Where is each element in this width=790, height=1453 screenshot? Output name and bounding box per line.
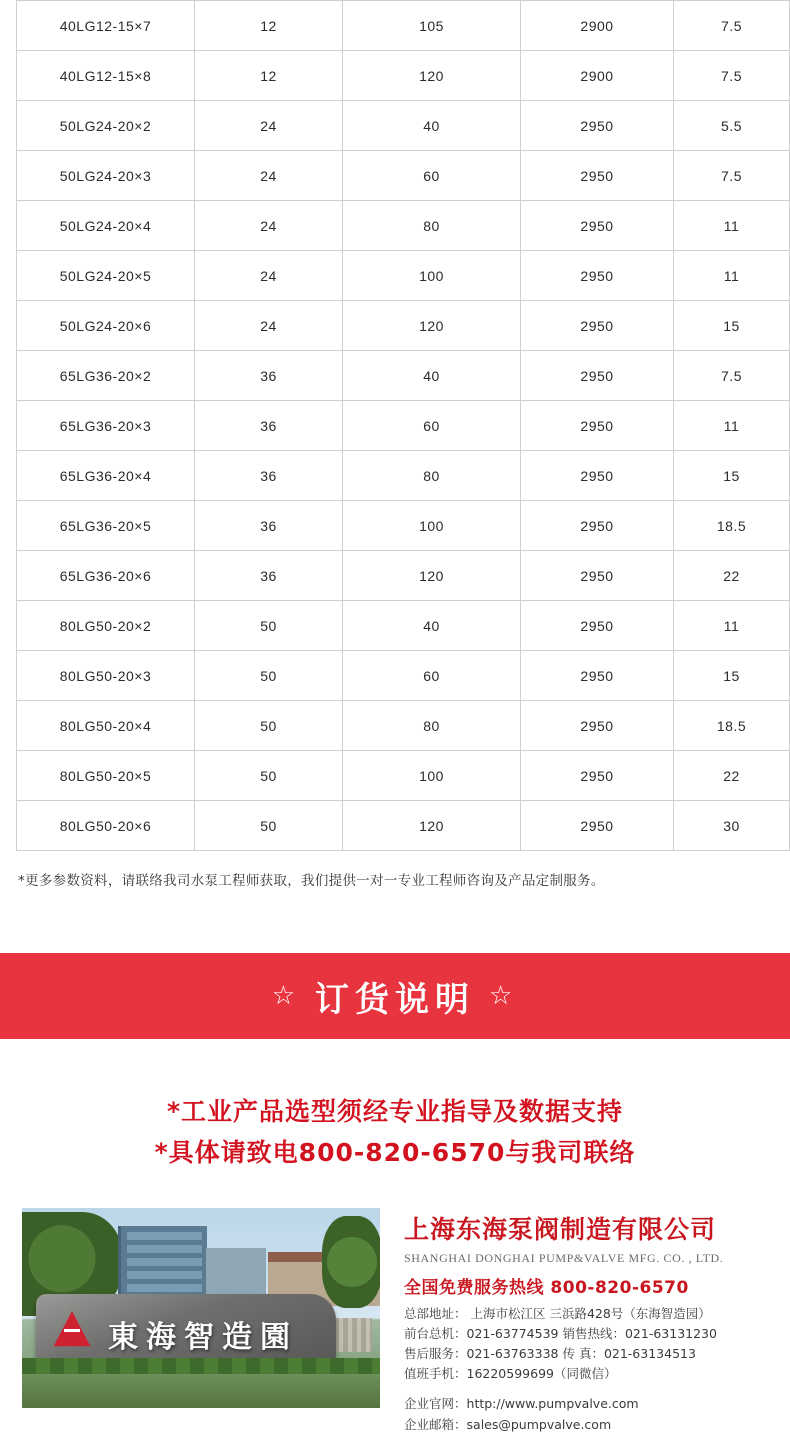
- cell-power: 22: [674, 751, 790, 801]
- cell-head: 100: [343, 251, 521, 301]
- cell-flow: 50: [195, 601, 343, 651]
- cell-head: 60: [343, 151, 521, 201]
- website-value[interactable]: http://www.pumpvalve.com: [467, 1396, 639, 1411]
- cell-head: 120: [343, 801, 521, 851]
- cell-speed: 2950: [521, 151, 674, 201]
- cell-speed: 2950: [521, 401, 674, 451]
- cell-head: 80: [343, 201, 521, 251]
- cell-model: 80LG50-20×3: [17, 651, 195, 701]
- cell-speed: 2950: [521, 551, 674, 601]
- cell-model: 50LG24-20×3: [17, 151, 195, 201]
- cell-model: 65LG36-20×2: [17, 351, 195, 401]
- contact-list: [404, 1304, 768, 1385]
- table-row: [17, 251, 790, 301]
- company-footer: [0, 1208, 790, 1453]
- company-name-cn: 上海东海泵阀制造有限公司: [404, 1210, 768, 1246]
- building-1: [118, 1226, 207, 1304]
- cell-power: 11: [674, 201, 790, 251]
- cell-flow: 36: [195, 501, 343, 551]
- cell-flow: 24: [195, 251, 343, 301]
- cell-speed: 2950: [521, 451, 674, 501]
- table-row: [17, 501, 790, 551]
- photo-caption: 東海智造園: [108, 1312, 298, 1356]
- cell-speed: 2950: [521, 651, 674, 701]
- cell-power: 7.5: [674, 1, 790, 51]
- table-row: [17, 751, 790, 801]
- order-instructions-banner: [0, 953, 790, 1039]
- cell-head: 105: [343, 1, 521, 51]
- cell-model: 80LG50-20×2: [17, 601, 195, 651]
- company-info: [404, 1208, 768, 1436]
- cell-speed: 2900: [521, 51, 674, 101]
- cell-power: 22: [674, 551, 790, 601]
- table-row: [17, 101, 790, 151]
- lawn: [22, 1374, 380, 1408]
- table-row: [17, 201, 790, 251]
- cell-speed: 2950: [521, 301, 674, 351]
- table-row: [17, 551, 790, 601]
- website-row: [404, 1393, 768, 1414]
- spec-table-body: [17, 1, 790, 851]
- cell-speed: 2950: [521, 751, 674, 801]
- cell-speed: 2950: [521, 601, 674, 651]
- table-row: [17, 151, 790, 201]
- cell-speed: 2950: [521, 101, 674, 151]
- order-note-line-1: *工业产品选型须经专业指导及数据支持: [0, 1091, 790, 1132]
- cell-speed: 2950: [521, 501, 674, 551]
- email-row: [404, 1414, 768, 1435]
- table-row: [17, 351, 790, 401]
- table-row: [17, 401, 790, 451]
- cell-head: 40: [343, 101, 521, 151]
- cell-head: 80: [343, 701, 521, 751]
- cell-speed: 2900: [521, 1, 674, 51]
- cell-flow: 24: [195, 151, 343, 201]
- cell-head: 40: [343, 351, 521, 401]
- web-info: [404, 1393, 768, 1436]
- cell-model: 50LG24-20×6: [17, 301, 195, 351]
- cell-flow: 24: [195, 201, 343, 251]
- table-row: [17, 601, 790, 651]
- table-row: [17, 651, 790, 701]
- cell-speed: 2950: [521, 251, 674, 301]
- cell-flow: 50: [195, 751, 343, 801]
- cell-power: 15: [674, 301, 790, 351]
- specification-table: [16, 0, 790, 851]
- cell-model: 65LG36-20×4: [17, 451, 195, 501]
- order-notes: [0, 1091, 790, 1174]
- star-icon-right: ☆: [489, 983, 518, 1009]
- cell-power: 11: [674, 251, 790, 301]
- banner-title: 订货说明: [315, 972, 475, 1021]
- cell-head: 100: [343, 501, 521, 551]
- cell-model: 80LG50-20×4: [17, 701, 195, 751]
- cell-flow: 36: [195, 551, 343, 601]
- cell-model: 80LG50-20×5: [17, 751, 195, 801]
- cell-head: 120: [343, 51, 521, 101]
- cell-power: 15: [674, 651, 790, 701]
- email-value[interactable]: sales@pumpvalve.com: [467, 1417, 612, 1432]
- cell-head: 60: [343, 401, 521, 451]
- cell-model: 50LG24-20×4: [17, 201, 195, 251]
- cell-model: 65LG36-20×6: [17, 551, 195, 601]
- cell-flow: 24: [195, 301, 343, 351]
- cell-flow: 36: [195, 401, 343, 451]
- company-name-en: SHANGHAI DONGHAI PUMP&VALVE MFG. CO. , LTD.: [404, 1251, 768, 1266]
- cell-power: 18.5: [674, 701, 790, 751]
- table-footnote: *更多参数资料，请联络我司水泵工程师获取，我们提供一对一专业工程师咨询及产品定制服务。: [0, 851, 790, 889]
- cell-flow: 50: [195, 801, 343, 851]
- cell-flow: 12: [195, 51, 343, 101]
- cell-power: 7.5: [674, 351, 790, 401]
- cell-power: 18.5: [674, 501, 790, 551]
- cell-head: 60: [343, 651, 521, 701]
- cell-flow: 24: [195, 101, 343, 151]
- cell-head: 80: [343, 451, 521, 501]
- cell-head: 120: [343, 301, 521, 351]
- cell-power: 11: [674, 601, 790, 651]
- cell-power: 11: [674, 401, 790, 451]
- cell-model: 50LG24-20×2: [17, 101, 195, 151]
- cell-model: 50LG24-20×5: [17, 251, 195, 301]
- cell-speed: 2950: [521, 701, 674, 751]
- tree-middle: [322, 1216, 380, 1308]
- table-row: [17, 701, 790, 751]
- cell-model: 65LG36-20×3: [17, 401, 195, 451]
- table-row: [17, 301, 790, 351]
- website-label: 企业官网：: [404, 1396, 467, 1411]
- cell-model: 80LG50-20×6: [17, 801, 195, 851]
- cell-speed: 2950: [521, 801, 674, 851]
- hotline-label: 全国免费服务热线: [404, 1278, 544, 1298]
- table-row: [17, 451, 790, 501]
- hotline: [404, 1273, 768, 1298]
- cell-power: 15: [674, 451, 790, 501]
- table-row: [17, 1, 790, 51]
- hotline-number: 800-820-6570: [550, 1278, 688, 1298]
- cell-power: 7.5: [674, 151, 790, 201]
- cell-head: 120: [343, 551, 521, 601]
- cell-flow: 36: [195, 351, 343, 401]
- cell-flow: 50: [195, 701, 343, 751]
- cell-flow: 12: [195, 1, 343, 51]
- cell-power: 7.5: [674, 51, 790, 101]
- order-note-line-2: *具体请致电800-820-6570与我司联络: [0, 1132, 790, 1173]
- contact-switchboard: 前台总机：021-63774539 销售热线：021-63131230: [404, 1324, 768, 1344]
- cell-power: 5.5: [674, 101, 790, 151]
- contact-mobile: 值班手机：16220599699（同微信）: [404, 1364, 768, 1384]
- cell-model: 40LG12-15×7: [17, 1, 195, 51]
- company-logo-icon: [52, 1310, 92, 1350]
- cell-power: 30: [674, 801, 790, 851]
- contact-aftersales: 售后服务：021-63763338 传 真：021-63134513: [404, 1344, 768, 1364]
- table-row: [17, 801, 790, 851]
- cell-head: 100: [343, 751, 521, 801]
- email-label: 企业邮箱：: [404, 1417, 467, 1432]
- factory-photo: [22, 1208, 380, 1408]
- contact-address: 总部地址： 上海市松江区 三浜路428号（东海智造园）: [404, 1304, 768, 1324]
- cell-model: 40LG12-15×8: [17, 51, 195, 101]
- cell-speed: 2950: [521, 351, 674, 401]
- cell-flow: 50: [195, 651, 343, 701]
- cell-speed: 2950: [521, 201, 674, 251]
- cell-head: 40: [343, 601, 521, 651]
- banner-text: [272, 972, 519, 1021]
- cell-model: 65LG36-20×5: [17, 501, 195, 551]
- cell-flow: 36: [195, 451, 343, 501]
- table-row: [17, 51, 790, 101]
- star-icon-left: ☆: [272, 983, 301, 1009]
